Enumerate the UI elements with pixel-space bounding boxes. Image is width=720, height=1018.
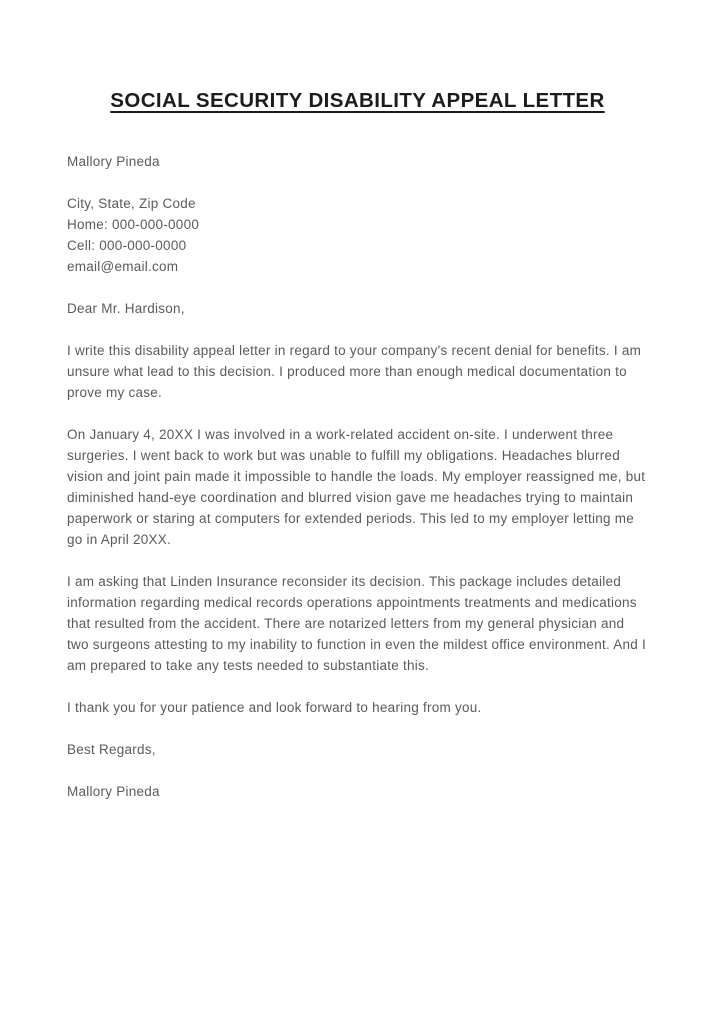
sender-cell-phone: Cell: 000-000-0000 — [67, 238, 187, 253]
salutation: Dear Mr. Hardison, — [67, 301, 185, 316]
sender-email: email@email.com — [67, 259, 179, 274]
sign-off: Best Regards, — [67, 742, 156, 757]
sender-address-line: City, State, Zip Code — [67, 196, 196, 211]
body-paragraph-2: On January 4, 20XX I was involved in a work-related accident on-site. I underwent three surgeries. I went back to work but was unable to fulfill my obligations. Headaches blurred vision and joint pain made it impossible to handle the loads. My employer reassigned me, but diminished hand-eye coordination and blurred vision gave me headaches trying to maintain paperwork or staring at computers for extended periods. This led to my employer letting me go in April 20XX. — [67, 427, 646, 547]
body-paragraph-3: I am asking that Linden Insurance reconsider its decision. This package includes detailed information regarding medical records operations appointments treatments and medications that resulted from the accident. There are notarized letters from my general physician and two surgeons attesting to my inability to function in even the mildest office environment. And I am prepared to take any tests needed to substantiate this. — [67, 574, 647, 673]
sender-home-phone: Home: 000-000-0000 — [67, 217, 200, 232]
signature: Mallory Pineda — [67, 784, 160, 799]
closing-line: I thank you for your patience and look forward to hearing from you. — [67, 700, 482, 715]
body-paragraph-1: I write this disability appeal letter in regard to your company's recent denial for benefits. I am unsure what lead to this decision. I produced more than enough medical documentation to prove my case. — [67, 343, 642, 400]
letter-title: SOCIAL SECURITY DISABILITY APPEAL LETTER — [110, 89, 605, 112]
sender-name: Mallory Pineda — [67, 154, 160, 169]
sender-contact-block — [67, 193, 648, 277]
